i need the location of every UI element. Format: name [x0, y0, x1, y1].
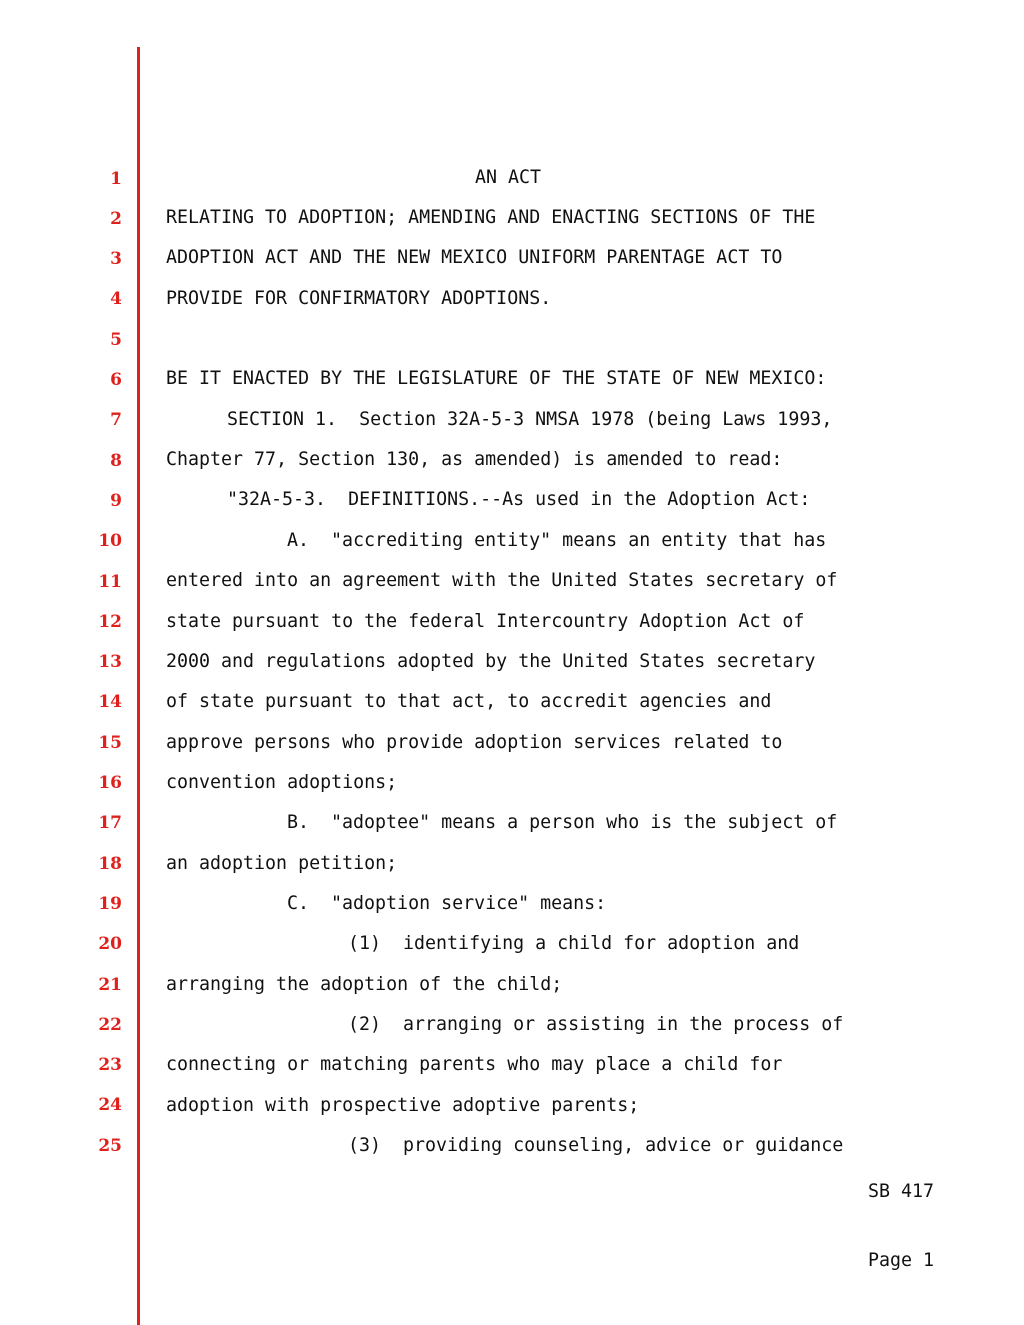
line-number: 4 [110, 289, 122, 309]
section-1-line: SECTION 1. Section 32A-5-3 NMSA 1978 (being Laws 1993, [227, 409, 833, 430]
line-number: 9 [110, 491, 122, 511]
definition-c2-line: adoption with prospective adoptive parents; [166, 1095, 640, 1116]
line-number: 3 [110, 249, 122, 269]
definition-c2-line: connecting or matching parents who may place a child for [166, 1054, 783, 1075]
line-number: 23 [98, 1055, 122, 1075]
definition-c1-line: (1) identifying a child for adoption and [348, 933, 800, 954]
definitions-heading: "32A-5-3. DEFINITIONS.--As used in the Adoption Act: [227, 489, 811, 510]
definition-c1-line: arranging the adoption of the child; [166, 974, 563, 995]
definition-a-line: entered into an agreement with the United States secretary of [166, 570, 838, 591]
line-number: 5 [110, 330, 122, 350]
enacting-clause: BE IT ENACTED BY THE LEGISLATURE OF THE STATE OF NEW MEXICO: [166, 368, 827, 389]
definition-b-line: an adoption petition; [166, 853, 398, 874]
line-number: 18 [98, 854, 122, 874]
definition-c3-line: (3) providing counseling, advice or guidance [348, 1135, 844, 1156]
definition-a-line: 2000 and regulations adopted by the United States secretary [166, 651, 816, 672]
line-number: 17 [98, 813, 122, 833]
line-number: 2 [110, 209, 122, 229]
line-number: 22 [98, 1015, 122, 1035]
line-number: 15 [98, 733, 122, 753]
line-number: 14 [98, 692, 122, 712]
page-footer [868, 1134, 934, 1295]
definition-a-line: convention adoptions; [166, 772, 398, 793]
line-number: 16 [98, 773, 122, 793]
definition-c-heading: C. "adoption service" means: [287, 893, 607, 914]
subject-line: ADOPTION ACT AND THE NEW MEXICO UNIFORM PARENTAGE ACT TO [166, 247, 783, 268]
line-number: 10 [98, 531, 122, 551]
margin-rule [137, 47, 140, 1325]
line-number: 13 [98, 652, 122, 672]
line-number: 19 [98, 894, 122, 914]
line-number: 7 [110, 410, 122, 430]
subject-line: PROVIDE FOR CONFIRMATORY ADOPTIONS. [166, 288, 552, 309]
definition-a-line: approve persons who provide adoption services related to [166, 732, 783, 753]
definition-a-line: state pursuant to the federal Intercountry Adoption Act of [166, 611, 805, 632]
bill-number: SB 417 [868, 1181, 935, 1202]
line-number: 8 [110, 451, 122, 471]
line-number: 1 [110, 169, 122, 189]
page-number: Page 1 [868, 1250, 935, 1271]
line-number: 21 [98, 975, 122, 995]
section-1-line: Chapter 77, Section 130, as amended) is amended to read: [166, 449, 783, 470]
line-number: 12 [98, 612, 122, 632]
subject-line: RELATING TO ADOPTION; AMENDING AND ENACTING SECTIONS OF THE [166, 207, 816, 228]
act-title: AN ACT [475, 167, 542, 188]
definition-a-line: A. "accrediting entity" means an entity that has [287, 530, 827, 551]
line-number: 6 [110, 370, 122, 390]
definition-a-line: of state pursuant to that act, to accredit agencies and [166, 691, 772, 712]
line-number: 11 [98, 572, 122, 592]
definition-b-line: B. "adoptee" means a person who is the subject of [287, 812, 838, 833]
line-number: 20 [98, 934, 122, 954]
definition-c2-line: (2) arranging or assisting in the process of [348, 1014, 844, 1035]
line-number: 24 [98, 1095, 122, 1115]
line-number: 25 [98, 1136, 122, 1156]
